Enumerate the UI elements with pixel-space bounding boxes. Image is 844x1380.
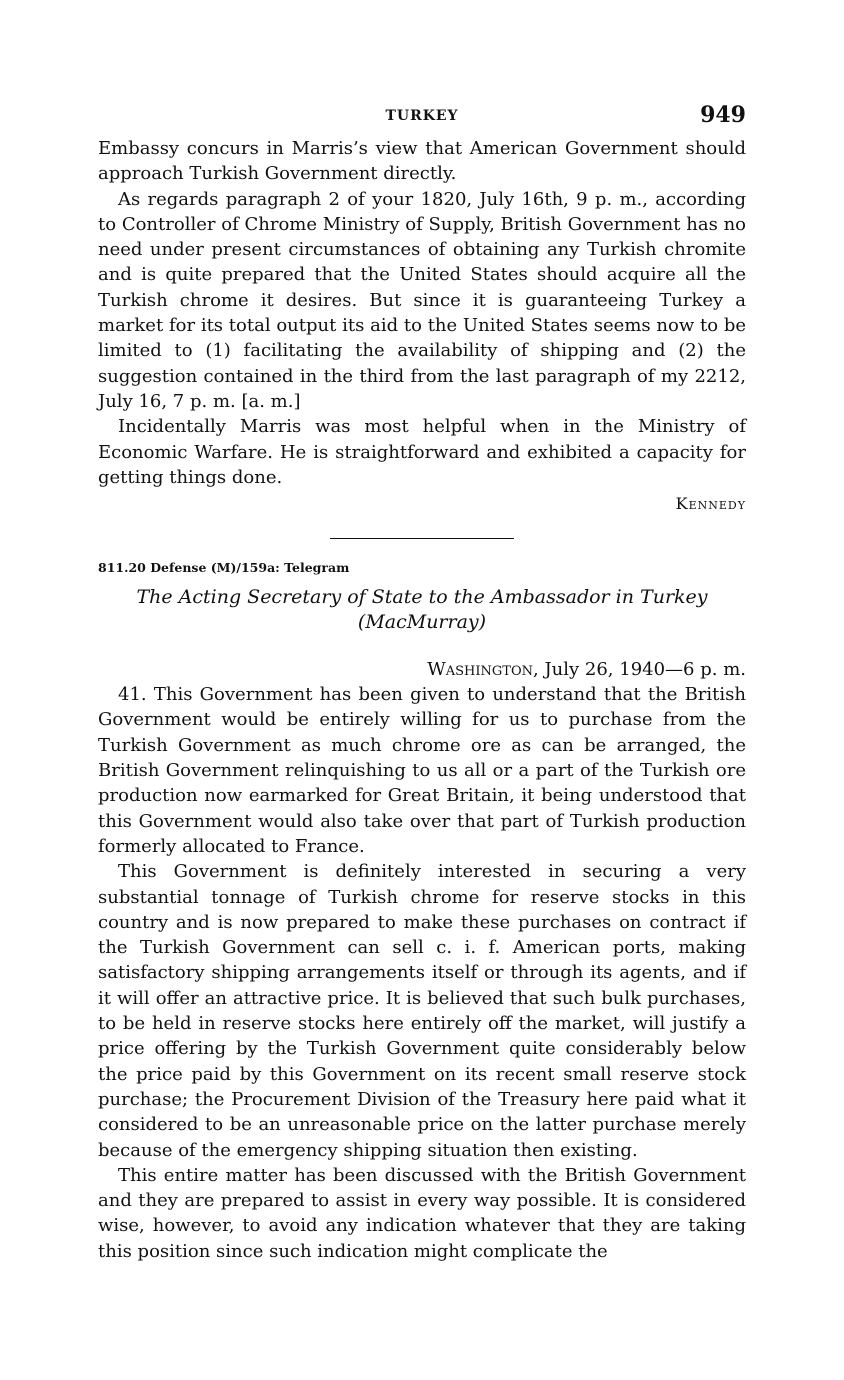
paragraph: This Government is definitely interested in securing a very substantial tonnage of Turkish chrome for reserve stocks in this country and is now prepared to make these purchases on contract if the Turkish Government can sell c. i. f. American ports, making satisfactory shipping arrangements itself or through its agents, and if it will offer an attractive price. It is believed that such bulk purchases, to be held in reserve stocks here entirely off the market, will justify a price offering by the Turkish Government quite considerably below the price paid by this Government on its recent small reserve stock purchase; the Procurement Division of the Treasury here paid what it considered to be an unreasonable price on the latter purchase merely because of the emergency shipping situation then existing. — [98, 861, 746, 1161]
signature: Kennedy — [675, 494, 746, 514]
section-divider — [330, 538, 514, 539]
paragraph: This entire matter has been discussed with the British Government and they are prepared to assist in every way possible. It is considered wise, however, to avoid any indication whatever that they are taking this position since such indication might complicate the — [98, 1164, 746, 1262]
page-number: 949 — [700, 102, 746, 128]
running-title: TURKEY — [385, 108, 459, 124]
paragraph: 41. This Government has been given to understand that the British Government would be entirely willing for us to purchase from the Turkish Government as much chrome ore as can be arranged, the British Government relinquishing to us all or a part of the Turkish ore production now earmarked for Great Britain, it being understood that this Government would also take over that part of Turkish production formerly allocated to France. — [98, 684, 746, 857]
running-header — [98, 100, 746, 136]
dateline — [98, 657, 746, 682]
paragraph: As regards paragraph 2 of your 1820, July 16th, 9 p. m., according to Controller of Chrome Ministry of Supply, British Government has no need under present circumstances of obtaining any Turkish chromite and is quite prepared that the United States should acquire all the Turkish chrome it desires. But since it is guaranteeing Turkey a market for its total output its aid to the United States seems now to be limited to (1) facilitating the availability of shipping and (2) the suggestion contained in the third from the last paragraph of my 2212, July 16, 7 p. m. [a. m.] — [98, 188, 746, 412]
paragraph: Embassy concurs in Marris’s view that American Government should approach Turkish Government directly. — [98, 138, 746, 185]
document-title: The Acting Secretary of State to the Ambassador in Turkey (MacMurray) — [136, 586, 708, 634]
paragraph: Incidentally Marris was most helpful when in the Ministry of Economic Warfare. He is straightforward and exhibited a capacity for getting things done. — [98, 416, 746, 488]
dateline-date: , July 26, 1940—6 p. m. — [533, 659, 746, 681]
file-reference: 811.20 Defense (M)/159a: Telegram — [98, 560, 350, 576]
document-page — [98, 100, 746, 1264]
dateline-place: Washington — [427, 659, 533, 681]
